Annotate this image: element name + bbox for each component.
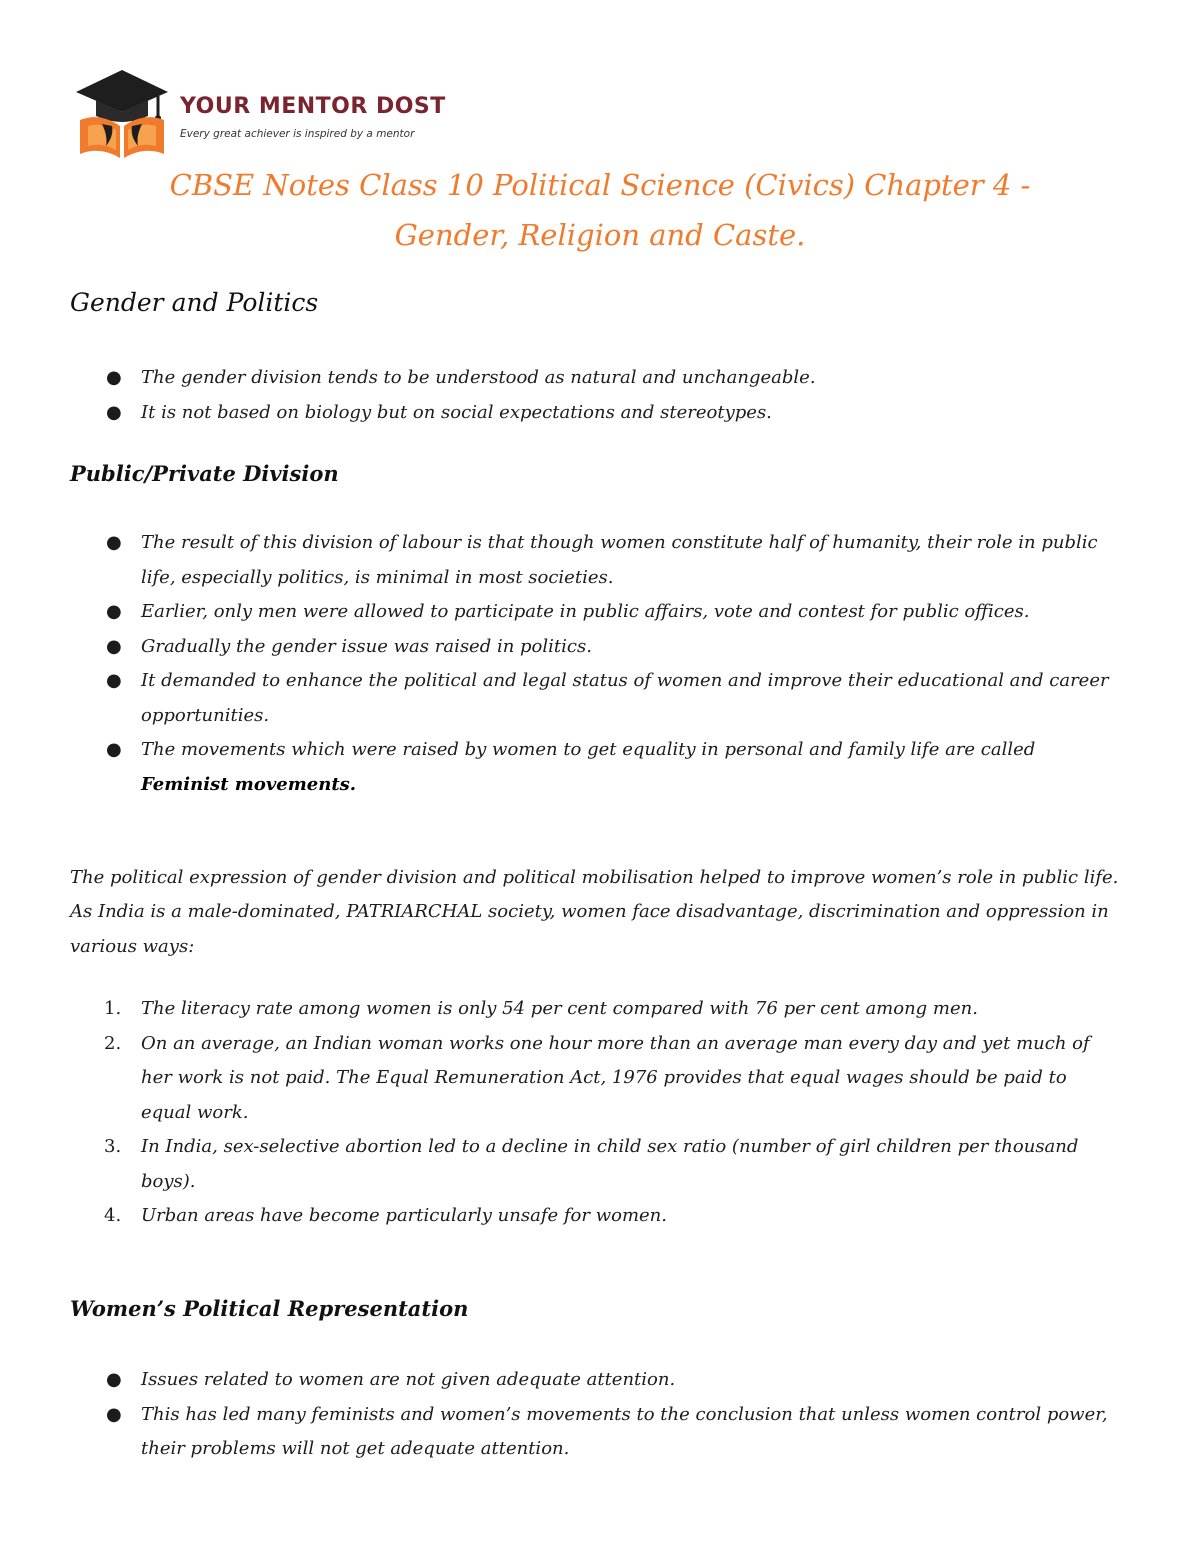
list-item: ● Gradually the gender issue was raised in politics. <box>0 630 1121 665</box>
bullet-icon: ● <box>106 670 122 691</box>
section-heading-gender-and-politics: Gender and Politics <box>70 288 319 317</box>
bullet-icon: ● <box>106 1369 122 1390</box>
bullet-icon: ● <box>106 367 122 388</box>
item-number: 3. <box>104 1136 122 1157</box>
document-title-line-2: Gender, Religion and Caste. <box>394 218 806 252</box>
item-number: 1. <box>104 998 122 1019</box>
graduation-cap-book-icon <box>72 66 172 164</box>
list-item: ● The result of this division of labour is that though women constitute half of humanity, their role in public life, especially politics, is minimal in most societies. <box>0 526 1121 595</box>
representation-list <box>0 1363 1121 1467</box>
item-number: 2. <box>104 1032 122 1054</box>
section-heading-public-private-division: Public/Private Division <box>70 461 339 486</box>
list-item: ● It is not based on biology but on social expectations and stereotypes. <box>0 396 1121 431</box>
bullet-icon: ● <box>106 1403 122 1425</box>
numbered-item: 2. On an average, an Indian woman works one hour more than an average man every day and yet much of her work is not paid. The Equal Remuneration Act, 1976 provides that equal wages should be paid to equal work. <box>0 1027 1121 1131</box>
bullet-icon: ● <box>106 635 122 657</box>
list-item: ● Earlier, only men were allowed to participate in public affairs, vote and contest for public offices. <box>0 595 1121 630</box>
intro-paragraph: The political expression of gender division and political mobilisation helped to improve women’s role in public life. As India is a male-dominated, PATRIARCHAL society, women face disadvantage, discrimination and oppression in various ways: <box>70 867 1119 957</box>
public-private-list <box>0 526 1121 802</box>
section-heading-womens-political-representation: Women’s Political Representation <box>70 1296 469 1321</box>
list-item: ● It demanded to enhance the political and legal status of women and improve their educational and career opportunities. <box>0 664 1121 733</box>
document-title-line-1: CBSE Notes Class 10 Political Science (Civics) Chapter 4 - <box>169 168 1031 202</box>
list-item: ● The gender division tends to be understood as natural and unchangeable. <box>0 361 1121 396</box>
brand-tagline: Every great achiever is inspired by a mentor <box>180 128 415 140</box>
bullet-icon: ● <box>106 401 122 423</box>
numbered-item: 3. In India, sex-selective abortion led to a decline in child sex ratio (number of girl children per thousand boys). <box>0 1130 1121 1199</box>
list-item: ● Issues related to women are not given adequate attention. <box>0 1363 1121 1398</box>
list-item: ● The movements which were raised by women to get equality in personal and family life are called Feminist movements. <box>0 733 1121 802</box>
bullet-icon: ● <box>106 601 122 622</box>
bullet-icon: ● <box>106 532 122 553</box>
numbered-item: 4. Urban areas have become particularly unsafe for women. <box>0 1199 1121 1234</box>
list-item: ● This has led many feminists and women’s movements to the conclusion that unless women control power, their problems will not get adequate attention. <box>0 1398 1121 1467</box>
numbered-item: 1. The literacy rate among women is only 54 per cent compared with 76 per cent among men. <box>0 992 1121 1027</box>
disadvantage-numbered-list <box>0 992 1121 1234</box>
item-number: 4. <box>104 1205 122 1226</box>
gender-politics-list <box>0 361 1121 430</box>
bullet-icon: ● <box>106 739 122 760</box>
feminist-movements-term: Feminist movements. <box>141 773 357 795</box>
document-title <box>60 160 1140 260</box>
brand-logo <box>72 66 452 166</box>
brand-name: YOUR MENTOR DOST <box>180 94 446 119</box>
